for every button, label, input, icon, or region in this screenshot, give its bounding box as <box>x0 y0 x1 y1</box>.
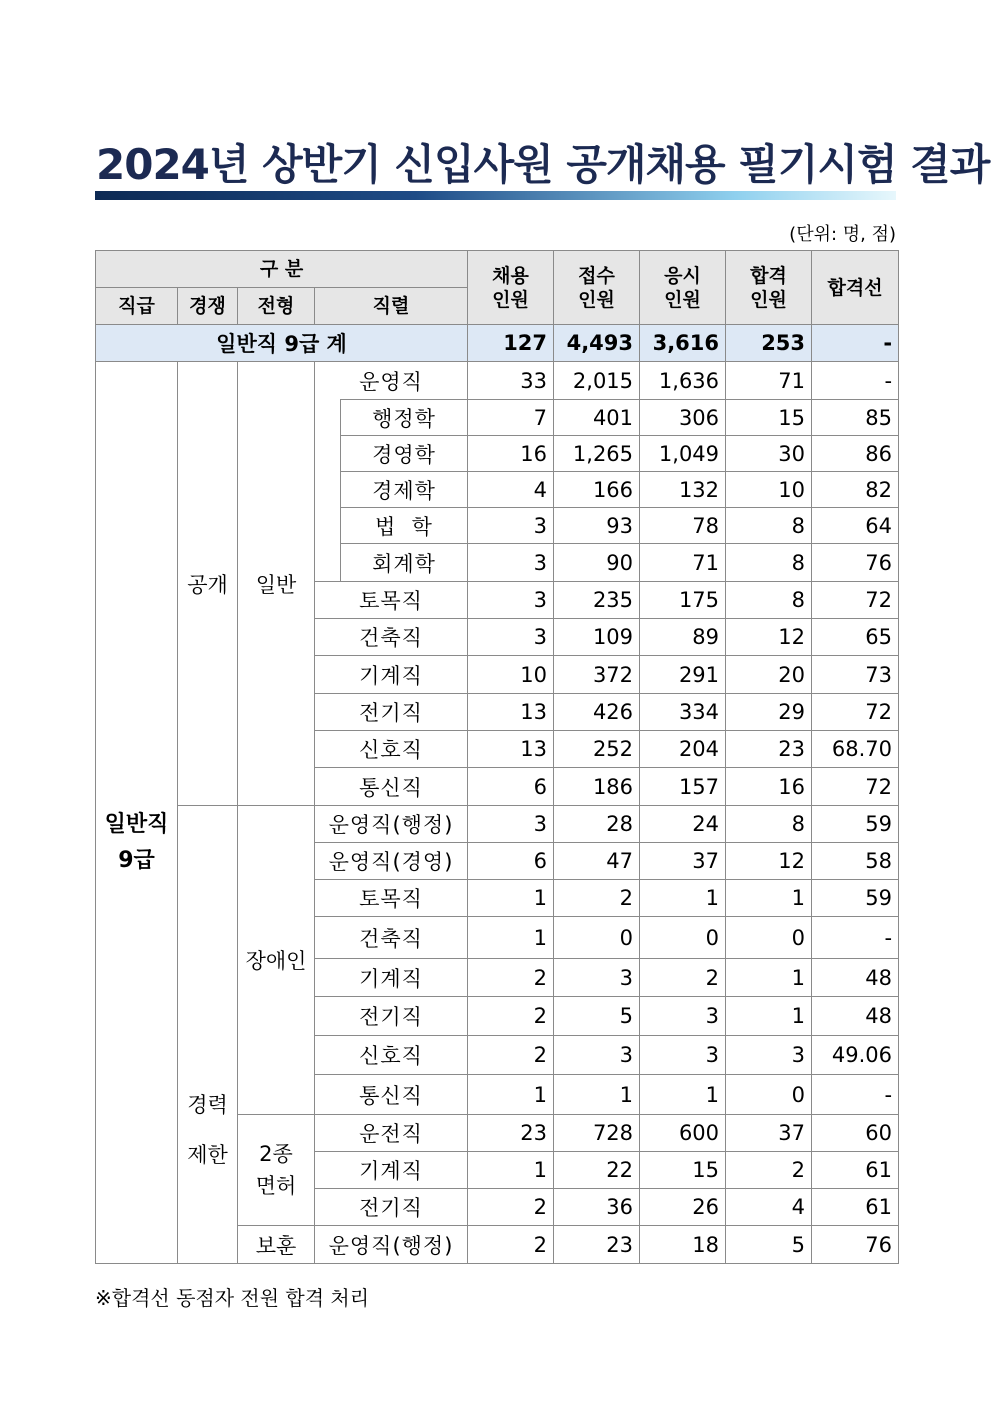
group-license-l1: 2종 <box>259 1142 293 1166</box>
group-limited <box>178 806 238 1264</box>
header-pass <box>726 251 812 325</box>
take-cell: 132 <box>640 472 726 508</box>
page-title: 2024년 상반기 신입사원 공개채용 필기시험 결과 <box>96 140 990 189</box>
title-underline <box>95 191 896 200</box>
cutoff-cell: 85 <box>812 400 899 436</box>
pass-cell: 0 <box>726 1075 812 1115</box>
hire-cell: 1 <box>468 1152 554 1189</box>
apply-cell: 2 <box>554 880 640 917</box>
header-hire-l2: 인원 <box>492 288 529 311</box>
apply-cell: 3 <box>554 1036 640 1075</box>
pass-cell: 4 <box>726 1189 812 1226</box>
apply-cell: 166 <box>554 472 640 508</box>
hire-cell: 1 <box>468 880 554 917</box>
sub-job-cell: 법 학 <box>341 508 468 544</box>
apply-cell: 252 <box>554 731 640 768</box>
hire-cell: 13 <box>468 731 554 768</box>
take-cell: 71 <box>640 544 726 582</box>
job-cell: 기계직 <box>315 959 468 997</box>
job-cell: 운전직 <box>315 1115 468 1152</box>
hire-cell: 7 <box>468 400 554 436</box>
total-label: 일반직 9급 계 <box>96 325 468 362</box>
cutoff-cell: 72 <box>812 768 899 806</box>
pass-cell: 16 <box>726 768 812 806</box>
group-open: 공개 <box>178 362 238 806</box>
header-pass-l2: 인원 <box>750 288 787 311</box>
take-cell: 1 <box>640 880 726 917</box>
job-cell: 신호직 <box>315 731 468 768</box>
take-cell: 24 <box>640 806 726 843</box>
cutoff-cell: 60 <box>812 1115 899 1152</box>
job-cell: 통신직 <box>315 1075 468 1115</box>
table-row <box>96 806 899 843</box>
hire-cell: 2 <box>468 1189 554 1226</box>
job-cell: 기계직 <box>315 656 468 694</box>
pass-cell: 0 <box>726 917 812 959</box>
header-take <box>640 251 726 325</box>
take-cell: 1,636 <box>640 362 726 400</box>
footnote: ※합격선 동점자 전원 합격 처리 <box>95 1286 370 1310</box>
cutoff-cell: 76 <box>812 544 899 582</box>
cutoff-cell: 59 <box>812 806 899 843</box>
total-hire: 127 <box>468 325 554 362</box>
hire-cell: 1 <box>468 917 554 959</box>
hire-cell: 3 <box>468 806 554 843</box>
job-cell: 건축직 <box>315 917 468 959</box>
cutoff-cell: - <box>812 362 899 400</box>
job-cell: 운영직 <box>315 362 468 400</box>
cutoff-cell: 64 <box>812 508 899 544</box>
apply-cell: 23 <box>554 1226 640 1264</box>
unit-label: (단위: 명, 점) <box>789 224 896 245</box>
total-apply: 4,493 <box>554 325 640 362</box>
pass-cell: 8 <box>726 508 812 544</box>
cutoff-cell: 58 <box>812 843 899 880</box>
take-cell: 26 <box>640 1189 726 1226</box>
hire-cell: 16 <box>468 436 554 472</box>
group-general: 일반 <box>238 362 315 806</box>
pass-cell: 8 <box>726 582 812 619</box>
cutoff-cell: 72 <box>812 582 899 619</box>
hire-cell: 3 <box>468 619 554 656</box>
hire-cell: 2 <box>468 1226 554 1264</box>
job-cell: 토목직 <box>315 880 468 917</box>
take-cell: 3 <box>640 1036 726 1075</box>
pass-cell: 1 <box>726 959 812 997</box>
total-cutoff: - <box>812 325 899 362</box>
header-take-l2: 인원 <box>664 288 701 311</box>
hire-cell: 4 <box>468 472 554 508</box>
sub-job-cell: 행정학 <box>341 400 468 436</box>
total-take: 3,616 <box>640 325 726 362</box>
pass-cell: 12 <box>726 843 812 880</box>
pass-cell: 23 <box>726 731 812 768</box>
take-cell: 306 <box>640 400 726 436</box>
header-type: 전형 <box>238 288 315 325</box>
take-cell: 37 <box>640 843 726 880</box>
sub-job-cell: 경제학 <box>341 472 468 508</box>
group-license-l2: 면허 <box>255 1174 297 1198</box>
header-category: 직렬 <box>315 288 468 325</box>
total-pass: 253 <box>726 325 812 362</box>
pass-cell: 15 <box>726 400 812 436</box>
take-cell: 175 <box>640 582 726 619</box>
pass-cell: 71 <box>726 362 812 400</box>
job-cell: 운영직(경영) <box>315 843 468 880</box>
hire-cell: 6 <box>468 768 554 806</box>
apply-cell: 28 <box>554 806 640 843</box>
apply-cell: 93 <box>554 508 640 544</box>
job-cell: 통신직 <box>315 768 468 806</box>
cutoff-cell: - <box>812 917 899 959</box>
sub-job-cell: 경영학 <box>341 436 468 472</box>
take-cell: 1,049 <box>640 436 726 472</box>
group-veteran: 보훈 <box>238 1226 315 1264</box>
take-cell: 291 <box>640 656 726 694</box>
pass-cell: 1 <box>726 997 812 1036</box>
group-limited-l1: 경력 <box>187 1092 228 1117</box>
apply-cell: 90 <box>554 544 640 582</box>
pass-cell: 10 <box>726 472 812 508</box>
header-apply <box>554 251 640 325</box>
apply-cell: 47 <box>554 843 640 880</box>
job-cell: 전기직 <box>315 1189 468 1226</box>
apply-cell: 372 <box>554 656 640 694</box>
table-row <box>96 362 899 400</box>
apply-cell: 36 <box>554 1189 640 1226</box>
cutoff-cell: 48 <box>812 997 899 1036</box>
cutoff-cell: 73 <box>812 656 899 694</box>
cutoff-cell: 49.06 <box>812 1036 899 1075</box>
header-apply-l1: 접수 <box>578 264 615 287</box>
hire-cell: 33 <box>468 362 554 400</box>
results-table <box>95 250 899 1264</box>
apply-cell: 186 <box>554 768 640 806</box>
group-disabled: 장애인 <box>238 806 315 1115</box>
pass-cell: 30 <box>726 436 812 472</box>
header-take-l1: 응시 <box>664 264 701 287</box>
pass-cell: 5 <box>726 1226 812 1264</box>
hire-cell: 6 <box>468 843 554 880</box>
apply-cell: 0 <box>554 917 640 959</box>
job-cell: 토목직 <box>315 582 468 619</box>
apply-cell: 1 <box>554 1075 640 1115</box>
job-cell: 신호직 <box>315 1036 468 1075</box>
pass-cell: 3 <box>726 1036 812 1075</box>
take-cell: 2 <box>640 959 726 997</box>
cutoff-cell: 65 <box>812 619 899 656</box>
header-grade: 직급 <box>96 288 178 325</box>
pass-cell: 2 <box>726 1152 812 1189</box>
pass-cell: 37 <box>726 1115 812 1152</box>
pass-cell: 1 <box>726 880 812 917</box>
take-cell: 3 <box>640 997 726 1036</box>
header-hire <box>468 251 554 325</box>
take-cell: 204 <box>640 731 726 768</box>
cutoff-cell: 82 <box>812 472 899 508</box>
group-grade-l2: 9급 <box>118 847 155 873</box>
hire-cell: 2 <box>468 959 554 997</box>
apply-cell: 426 <box>554 694 640 731</box>
header-gubun: 구 분 <box>96 251 468 288</box>
cutoff-cell: 48 <box>812 959 899 997</box>
hire-cell: 10 <box>468 656 554 694</box>
hire-cell: 3 <box>468 544 554 582</box>
take-cell: 15 <box>640 1152 726 1189</box>
header-cutoff: 합격선 <box>812 251 899 325</box>
cutoff-cell: - <box>812 1075 899 1115</box>
take-cell: 1 <box>640 1075 726 1115</box>
apply-cell: 401 <box>554 400 640 436</box>
apply-cell: 2,015 <box>554 362 640 400</box>
hire-cell: 23 <box>468 1115 554 1152</box>
job-cell: 운영직(행정) <box>315 806 468 843</box>
header-competition: 경쟁 <box>178 288 238 325</box>
group-limited-l2: 제한 <box>187 1142 228 1167</box>
hire-cell: 13 <box>468 694 554 731</box>
pass-cell: 29 <box>726 694 812 731</box>
group-license <box>238 1115 315 1226</box>
job-cell: 운영직(행정) <box>315 1226 468 1264</box>
group-grade-l1: 일반직 <box>104 811 169 837</box>
hire-cell: 2 <box>468 1036 554 1075</box>
pass-cell: 8 <box>726 544 812 582</box>
apply-cell: 235 <box>554 582 640 619</box>
cutoff-cell: 59 <box>812 880 899 917</box>
hire-cell: 3 <box>468 582 554 619</box>
take-cell: 0 <box>640 917 726 959</box>
job-cell: 기계직 <box>315 1152 468 1189</box>
apply-cell: 109 <box>554 619 640 656</box>
job-cell: 전기직 <box>315 997 468 1036</box>
take-cell: 78 <box>640 508 726 544</box>
hire-cell: 2 <box>468 997 554 1036</box>
cutoff-cell: 86 <box>812 436 899 472</box>
pass-cell: 8 <box>726 806 812 843</box>
take-cell: 89 <box>640 619 726 656</box>
apply-cell: 5 <box>554 997 640 1036</box>
sub-job-cell: 회계학 <box>341 544 468 582</box>
apply-cell: 1,265 <box>554 436 640 472</box>
hire-cell: 1 <box>468 1075 554 1115</box>
header-hire-l1: 채용 <box>492 264 529 287</box>
hire-cell: 3 <box>468 508 554 544</box>
cutoff-cell: 61 <box>812 1152 899 1189</box>
take-cell: 600 <box>640 1115 726 1152</box>
take-cell: 157 <box>640 768 726 806</box>
job-cell: 건축직 <box>315 619 468 656</box>
cutoff-cell: 68.70 <box>812 731 899 768</box>
group-grade <box>96 362 178 1264</box>
pass-cell: 12 <box>726 619 812 656</box>
cutoff-cell: 61 <box>812 1189 899 1226</box>
take-cell: 334 <box>640 694 726 731</box>
cutoff-cell: 76 <box>812 1226 899 1264</box>
apply-cell: 3 <box>554 959 640 997</box>
job-cell: 전기직 <box>315 694 468 731</box>
indent-cell <box>315 400 341 582</box>
header-apply-l2: 인원 <box>578 288 615 311</box>
header-pass-l1: 합격 <box>750 264 787 287</box>
pass-cell: 20 <box>726 656 812 694</box>
apply-cell: 728 <box>554 1115 640 1152</box>
take-cell: 18 <box>640 1226 726 1264</box>
apply-cell: 22 <box>554 1152 640 1189</box>
cutoff-cell: 72 <box>812 694 899 731</box>
